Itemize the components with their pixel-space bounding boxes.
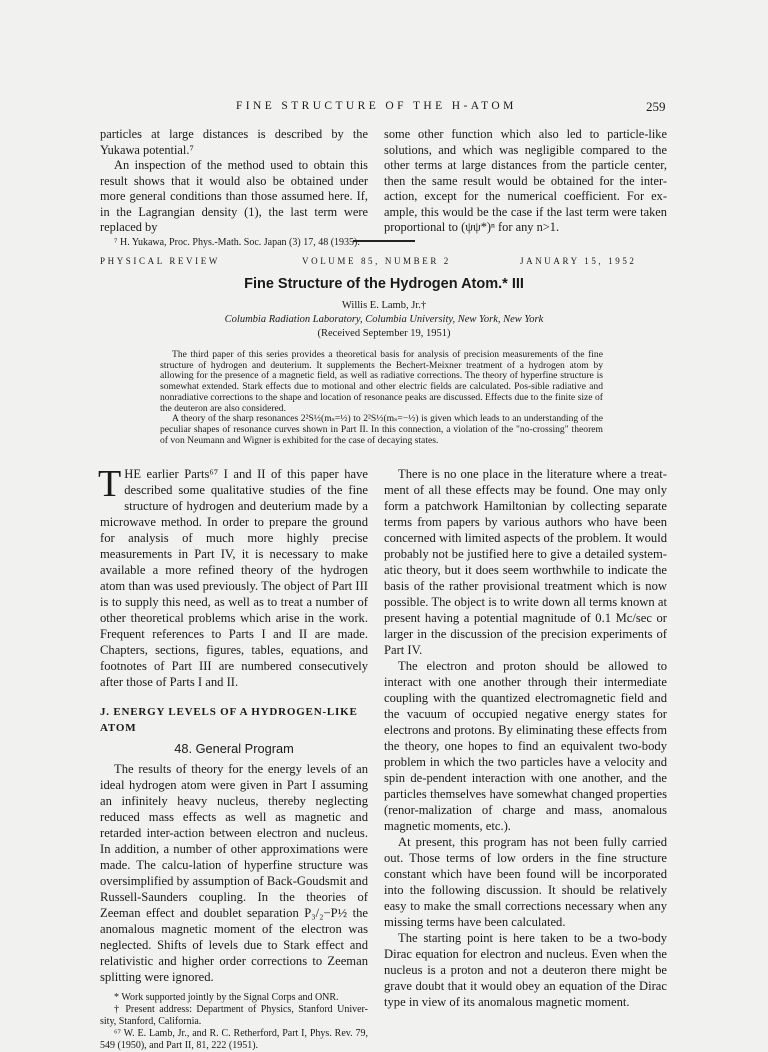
subsection-heading: 48. General Program: [174, 741, 294, 756]
volume-number: VOLUME 85, NUMBER 2: [302, 256, 451, 266]
issue-date: JANUARY 15, 1952: [520, 256, 637, 266]
article-title: Fine Structure of the Hydrogen Atom.* III: [244, 276, 524, 292]
paragraph: At present, this program has not been fully carried out. Those terms of low orders in the fine structure constant which have been found will be incorporated into the following discussion. It should be relatively easy to make the small corrections necessary when any missing terms have been calculated.: [384, 835, 667, 929]
running-title: FINE STRUCTURE OF THE H-ATOM: [236, 100, 517, 112]
paragraph: particles at large distances is described by the Yukawa potential.⁷: [100, 127, 368, 157]
separator-rule: [353, 240, 415, 242]
paragraph: There is no one place in the literature where a treat-ment of all these effects may be found. One may only form a patchwork Hamiltonian by collecting separate terms from papers by various authors who have been concerned with limited aspects of the problem. It would probably not be justified here to give a detailed system-atic theory, but it does seem worthwhile to indicate the basis of the rather provisional treatment which is now possible. The object is to write down all terms known at present having a potential magnitude of 0.1 Mc/sec or larger in the discussion of the precision experiments of Part IV.: [384, 467, 667, 657]
paragraph: some other function which also led to particle-like solutions, and which was negligible compared to the other terms at large distances from the particle center, then the same result would be obtained for the inter-action, except for the numerical coefficient. For ex-ample, this would be the case if the last term were taken proportional to (ψψ*)ⁿ for any n>1.: [384, 127, 667, 234]
received-date: (Received September 19, 1951): [317, 328, 451, 339]
section-heading: J. ENERGY LEVELS OF A HYDROGEN-LIKE ATOM: [100, 706, 358, 734]
footnote: ⁶⁷ W. E. Lamb, Jr., and R. C. Retherford, Part I, Phys. Rev. 79, 549 (1950), and Part II, 81, 222 (1951).: [100, 1028, 368, 1051]
abstract-paragraph: A theory of the sharp resonances 2²S½(mₛ=½) to 2²S½(mₛ=−½) is given which leads to an understanding of the peculiar shapes of resonance curves shown in Part II. In this connection, a violation of the "no-crossing" theorem of von Neumann and Wigner is exhibited for the case of decaying states.: [160, 413, 603, 446]
body-left-column: [98, 463, 368, 1052]
author: Willis E. Lamb, Jr.†: [341, 300, 427, 311]
page-number: 259: [646, 99, 666, 114]
footnotes: [100, 992, 368, 1052]
paragraph: The starting point is here taken to be a two-body Dirac equation for electron and nucleus. Even when the nucleus is a proton and not a deuteron there might be grave doubt that it would obey an equation of the Dirac type in view of its anomalous magnetic moment.: [384, 931, 667, 1009]
abstract-paragraph: The third paper of this series provides a theoretical basis for analysis of precision measurements of the fine structure of hydrogen and deuterium. It supplements the Bechert-Meixner treatment of a hydrogen atom by allowing for the presence of a magnetic field, as well as radiative corrections. The theory of hyperfine structure is somewhat extended. Stark effects due to motional and other electric fields are calculated. Pos-sible radiative and nonradiative corrections to the shape and location of resonance peaks are discussed. Effects due to the finite size of the deuteron are also considered.: [160, 349, 603, 414]
paragraph: The electron and proton should be allowed to interact with one another through their intermediate coupling with the quantized electromagnetic field and the vacuum of occupied negative energy states for electrons and protons. By eliminating these effects from the theory, one hopes to find an equivalent two-body problem in which the two particles have a velocity and spin de-pendent interaction with one another, and the particles themselves have somewhat changed properties (renor-malization of charge and mass, anomalous magnetic moments, etc.).: [384, 659, 667, 833]
footnote: † Present address: Department of Physics, Stanford Univer-sity, Stanford, California.: [100, 1004, 368, 1027]
body-right-column: [384, 466, 667, 1010]
top-left-column: [100, 127, 368, 249]
drop-cap: T: [98, 463, 122, 505]
top-right-column: [384, 127, 667, 236]
footnote: ⁷ H. Yukawa, Proc. Phys.-Math. Soc. Japan (3) 17, 48 (1935).: [114, 236, 360, 248]
footnote: * Work supported jointly by the Signal Corps and ONR.: [114, 992, 339, 1003]
intro-paragraph: [98, 463, 368, 690]
paragraph: An inspection of the method used to obtain this result shows that it would also be obtained under more general conditions than those assumed here. If, in the Lagrangian density (1), the last term were replaced by: [100, 158, 368, 234]
affiliation: Columbia Radiation Laboratory, Columbia University, New York, New York: [224, 314, 544, 325]
journal-name: PHYSICAL REVIEW: [100, 256, 220, 266]
abstract: [160, 350, 603, 446]
intro-text: HE earlier Parts⁶⁷ I and II of this paper have described some qualitative studies of the fine structure of hydrogen and deuterium made by a microwave method. In order to prepare the ground for analysis of much more highly precise measurements in Part IV, it is necessary to make available a more refined theory of the hydrogen atom than was used previously. The object of Part III is to supply this need, as well as to treat a number of other theoretical problems which arise in the work. Frequent references to Parts I and II are made. Chapters, sections, figures, tables, equations, and footnotes of Part III are numbered consecutively after those of Parts I and II.: [100, 467, 368, 689]
paragraph: The results of theory for the energy levels of an ideal hydrogen atom were given in Part I assuming an infinitely heavy nucleus, thereby neglecting reduced mass effects as well as magnetic and retarded inter-action between electron and nucleus. In addition, a number of other approximations were made. The calcu-lation of hyperfine structure was oversimplified by assumption of Back-Goudsmit and Russell-Saunders coupling. In the theories of Zeeman effect and doublet separation P₃/₂−P½ the anomalous magnetic moment of the electron was neglected. Shifts of levels due to Stark effect and relativistic and higher order corrections to Zeeman splitting were ignored.: [100, 762, 368, 984]
